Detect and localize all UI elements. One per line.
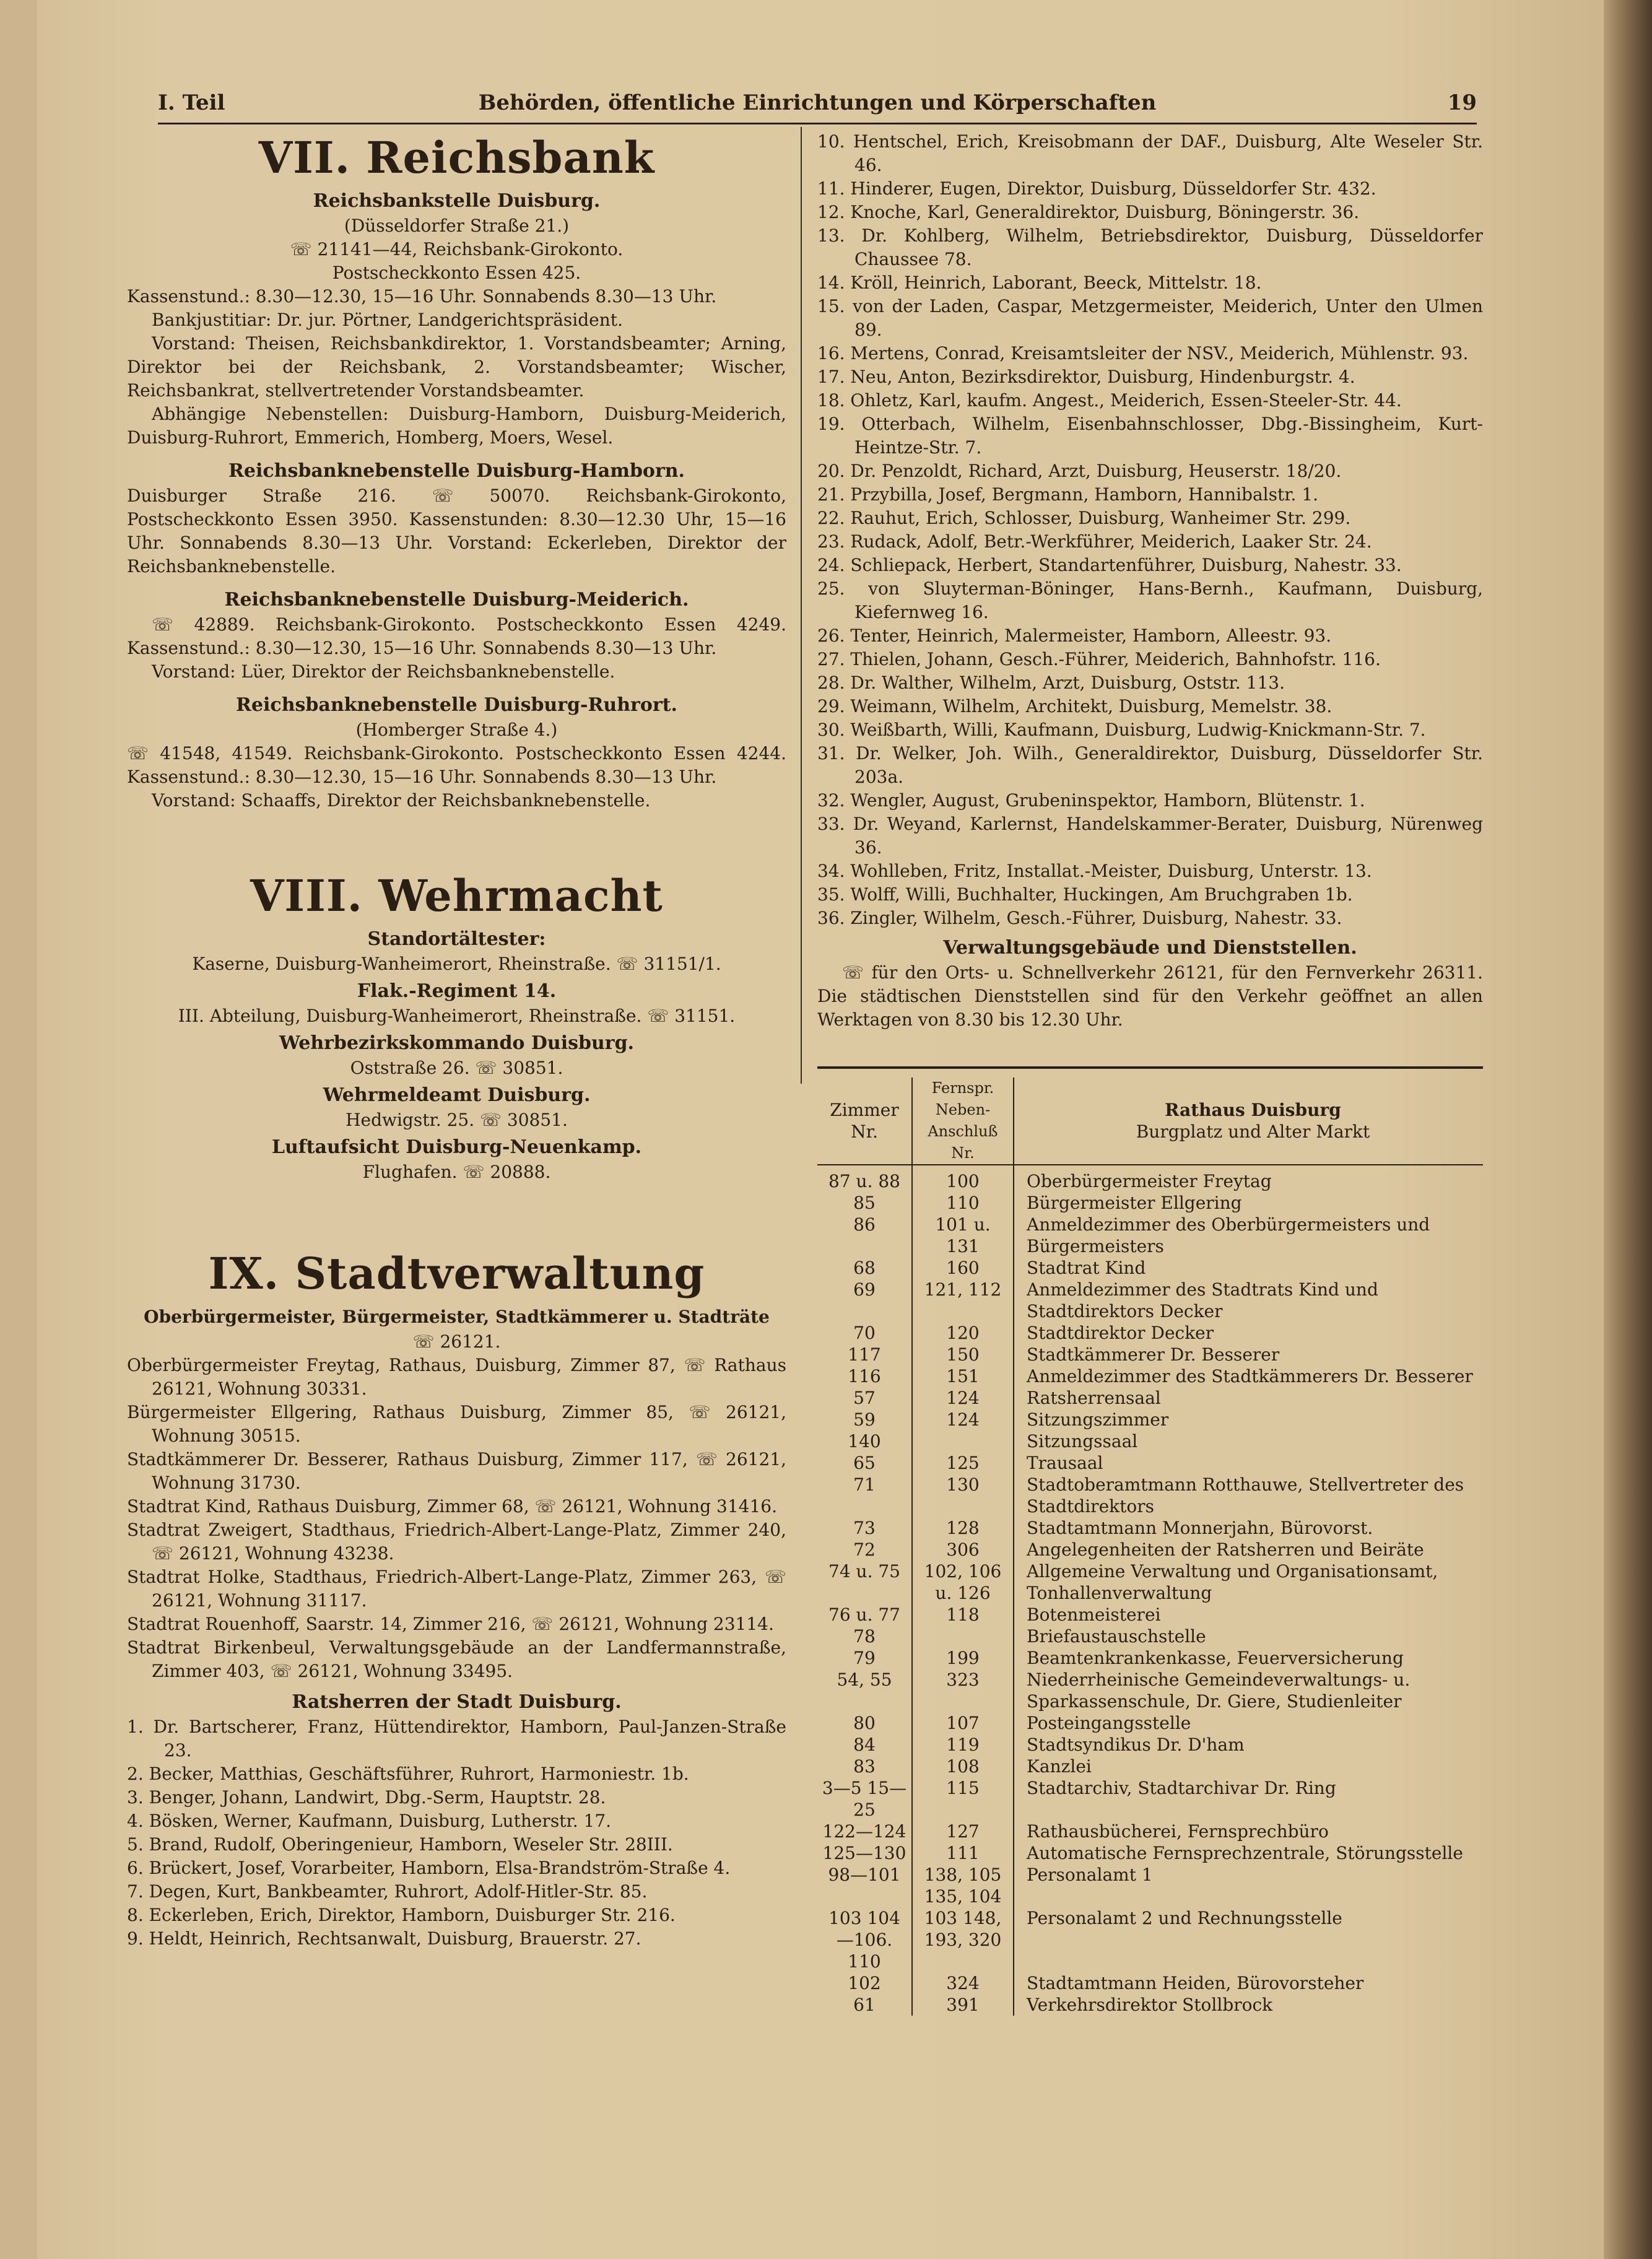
extension-number: 121, 112 bbox=[912, 1279, 1014, 1322]
official-entry: Stadtrat Zweigert, Stadthaus, Friedrich-Albert-Lange-Platz, Zimmer 240, ☏ 26121, Wohnung 43238. bbox=[127, 1520, 786, 1564]
extension-number: 111 bbox=[912, 1842, 1014, 1864]
table-row bbox=[817, 1712, 1483, 1734]
extension-number: 127 bbox=[912, 1821, 1014, 1842]
ratsherr-entry: 27. Thielen, Johann, Gesch.-Führer, Meiderich, Bahnhofstr. 116. bbox=[817, 649, 1381, 669]
column-header-room: Zimmer Nr. bbox=[817, 1077, 912, 1165]
extension-number: 101 u. 131 bbox=[912, 1214, 1014, 1257]
official-entry: Stadtkämmerer Dr. Besserer, Rathaus Duisburg, Zimmer 117, ☏ 26121, Wohnung 31730. bbox=[127, 1449, 786, 1493]
table-row bbox=[817, 1756, 1483, 1777]
extension-number: 124 bbox=[912, 1387, 1014, 1409]
section-title-wehrmacht: VIII. Wehrmacht bbox=[250, 870, 663, 921]
table-row bbox=[817, 1994, 1483, 2016]
paragraph: Vorstand: Schaaffs, Direktor der Reichsbanknebenstelle. bbox=[152, 790, 651, 811]
ratsherr-entry: 12. Knoche, Karl, Generaldirektor, Duisburg, Böningerstr. 36. bbox=[817, 202, 1360, 222]
extension-number: 128 bbox=[912, 1517, 1014, 1539]
table-row bbox=[817, 1365, 1483, 1387]
extension-number: 199 bbox=[912, 1647, 1014, 1669]
address: (Homberger Straße 4.) bbox=[355, 720, 558, 740]
heading-verwaltung: Verwaltungsgebäude und Dienststellen. bbox=[943, 937, 1357, 959]
room-number: 84 bbox=[817, 1734, 912, 1756]
subheading-phone: ☏ 26121. bbox=[412, 1331, 501, 1352]
column-divider bbox=[801, 127, 802, 1084]
table-row bbox=[817, 1907, 1483, 1972]
ratsherr-entry: 11. Hinderer, Eugen, Direktor, Duisburg, Düsseldorfer Str. 432. bbox=[817, 178, 1376, 199]
column-header-extension: Fernspr. Neben-Anschluß Nr. bbox=[912, 1077, 1014, 1165]
room-number: 125—130 bbox=[817, 1842, 912, 1864]
table-header-row bbox=[817, 1077, 1483, 1165]
official-entry: Stadtrat Rouenhoff, Saarstr. 14, Zimmer 216, ☏ 26121, Wohnung 23114. bbox=[127, 1614, 774, 1634]
official-entry: Stadtrat Holke, Stadthaus, Friedrich-Albert-Lange-Platz, Zimmer 263, ☏ 26121, Wohnung 31117. bbox=[127, 1567, 786, 1611]
table-row bbox=[817, 1517, 1483, 1539]
office-description: Bürgermeister Ellgering bbox=[1027, 1193, 1242, 1213]
room-number: 83 bbox=[817, 1756, 912, 1777]
table-row bbox=[817, 1322, 1483, 1344]
extension-number: 108 bbox=[912, 1756, 1014, 1777]
extension-number: 107 bbox=[912, 1712, 1014, 1734]
office-description: Rathausbücherei, Fernsprechbüro bbox=[1027, 1821, 1329, 1842]
table-row bbox=[817, 1821, 1483, 1842]
left-column bbox=[127, 130, 786, 1951]
room-number: 80 bbox=[817, 1712, 912, 1734]
room-number: 3—5 15—25 bbox=[817, 1777, 912, 1821]
office-description: Botenmeisterei bbox=[1027, 1604, 1161, 1625]
office-description: Oberbürgermeister Freytag bbox=[1027, 1171, 1272, 1191]
extension-number: 124 bbox=[912, 1409, 1014, 1430]
room-number: 102 bbox=[817, 1972, 912, 1994]
room-number: 61 bbox=[817, 1994, 912, 2016]
table-row bbox=[817, 1734, 1483, 1756]
table-row bbox=[817, 1474, 1483, 1517]
paragraph: ☏ 41548, 41549. Reichsbank-Girokonto. Postscheckkonto Essen 4244. Kassenstund.: 8.30—12.30, 15—16 Uhr. Sonnabends 8.30—13 Uhr. bbox=[127, 743, 786, 787]
table-row bbox=[817, 1669, 1483, 1712]
ratsherr-entry: 36. Zingler, Wilhelm, Gesch.-Führer, Duisburg, Nahestr. 33. bbox=[817, 908, 1342, 928]
official-entry: Oberbürgermeister Freytag, Rathaus, Duisburg, Zimmer 87, ☏ Rathaus 26121, Wohnung 30331. bbox=[127, 1355, 786, 1399]
rathaus-table bbox=[817, 1077, 1483, 2016]
ratsherr-entry: 32. Wengler, August, Grubeninspektor, Hamborn, Blütenstr. 1. bbox=[817, 790, 1365, 811]
heading: Standortältester: bbox=[367, 928, 546, 950]
right-column bbox=[817, 130, 1483, 1032]
room-number: 140 bbox=[817, 1430, 912, 1452]
office-description: Personalamt 2 und Rechnungsstelle bbox=[1027, 1908, 1342, 1928]
ratsherr-entry: 10. Hentschel, Erich, Kreisobmann der DAF., Duisburg, Alte Weseler Str. 46. bbox=[817, 131, 1483, 175]
office-description: Automatische Fernsprechzentrale, Störungsstelle bbox=[1027, 1843, 1463, 1863]
room-number: 98—101 bbox=[817, 1864, 912, 1907]
room-number: 65 bbox=[817, 1452, 912, 1474]
paragraph: ☏ 42889. Reichsbank-Girokonto. Postscheckkonto Essen 4249. Kassenstund.: 8.30—12.30, 15—16 Uhr. Sonnabends 8.30—13 Uhr. bbox=[127, 614, 786, 658]
table-subtitle: Burgplatz und Alter Markt bbox=[1136, 1121, 1370, 1142]
heading-hamborn: Reichsbanknebenstelle Duisburg-Hamborn. bbox=[228, 460, 685, 482]
room-number: 59 bbox=[817, 1409, 912, 1430]
heading: Flak.-Regiment 14. bbox=[357, 980, 557, 1002]
ratsherr-entry: 7. Degen, Kurt, Bankbeamter, Ruhrort, Adolf-Hitler-Str. 85. bbox=[127, 1881, 648, 1902]
heading: Luftaufsicht Duisburg-Neuenkamp. bbox=[271, 1136, 642, 1158]
extension-number: 151 bbox=[912, 1365, 1014, 1387]
office-description: Trausaal bbox=[1027, 1453, 1103, 1473]
ratsherr-entry: 19. Otterbach, Wilhelm, Eisenbahnschlosser, Dbg.-Bissingheim, Kurt-Heintze-Str. 7. bbox=[817, 414, 1483, 458]
extension-number: 130 bbox=[912, 1474, 1014, 1517]
table-row bbox=[817, 1452, 1483, 1474]
ratsherr-entry: 2. Becker, Matthias, Geschäftsführer, Ruhrort, Harmoniestr. 1b. bbox=[127, 1764, 689, 1784]
room-number: 117 bbox=[817, 1344, 912, 1365]
ratsherr-entry: 30. Weißbarth, Willi, Kaufmann, Duisburg, Ludwig-Knickmann-Str. 7. bbox=[817, 720, 1426, 740]
heading-ratsherren: Ratsherren der Stadt Duisburg. bbox=[292, 1691, 622, 1713]
room-number: 78 bbox=[817, 1626, 912, 1647]
ratsherr-entry: 28. Dr. Walther, Wilhelm, Arzt, Duisburg, Oststr. 113. bbox=[817, 672, 1285, 693]
ratsherr-entry: 8. Eckerleben, Erich, Direktor, Hamborn, Duisburger Str. 216. bbox=[127, 1905, 676, 1925]
table-row bbox=[817, 1972, 1483, 1994]
heading-ruhrort: Reichsbanknebenstelle Duisburg-Ruhrort. bbox=[236, 694, 677, 716]
room-number: 70 bbox=[817, 1322, 912, 1344]
official-entry: Stadtrat Kind, Rathaus Duisburg, Zimmer 68, ☏ 26121, Wohnung 31416. bbox=[127, 1496, 777, 1517]
ratsherr-entry: 25. von Sluyterman-Böninger, Hans-Bernh., Kaufmann, Duisburg, Kiefernweg 16. bbox=[817, 578, 1483, 622]
extension-number: 119 bbox=[912, 1734, 1014, 1756]
room-number: 79 bbox=[817, 1647, 912, 1669]
office-description: Stadtrat Kind bbox=[1027, 1258, 1146, 1278]
extension-number: 391 bbox=[912, 1994, 1014, 2016]
table-row bbox=[817, 1165, 1483, 1192]
table-title: Rathaus Duisburg bbox=[1165, 1100, 1341, 1120]
paragraph: Duisburger Straße 216. ☏ 50070. Reichsbank-Girokonto, Postscheckkonto Essen 3950. Kassenstunden: 8.30—12.30 Uhr, 15—16 Uhr. Sonnabends 8.30—13 Uhr. Vorstand: Eckerleben, Direktor der Reichsbanknebenstelle. bbox=[127, 485, 786, 577]
address: (Düsseldorfer Straße 21.) bbox=[344, 215, 570, 236]
ratsherr-entry: 9. Heldt, Heinrich, Rechtsanwalt, Duisburg, Brauerstr. 27. bbox=[127, 1928, 641, 1949]
office-description: Niederrheinische Gemeindeverwaltungs- u. Sparkassenschule, Dr. Giere, Studienleiter bbox=[1027, 1669, 1411, 1712]
extension-number bbox=[912, 1626, 1014, 1647]
ratsherr-entry: 23. Rudack, Adolf, Betr.-Werkführer, Meiderich, Laaker Str. 24. bbox=[817, 531, 1372, 552]
extension-number: 160 bbox=[912, 1257, 1014, 1279]
table-row bbox=[817, 1777, 1483, 1821]
room-number: 54, 55 bbox=[817, 1669, 912, 1712]
office-description: Verkehrsdirektor Stollbrock bbox=[1027, 1995, 1273, 2015]
room-number: 73 bbox=[817, 1517, 912, 1539]
page-number: 19 bbox=[1447, 90, 1477, 115]
entry: III. Abteilung, Duisburg-Wanheimerort, Rheinstraße. ☏ 31151. bbox=[178, 1006, 736, 1026]
table-row bbox=[817, 1604, 1483, 1626]
table-title-cell bbox=[1014, 1077, 1483, 1165]
office-description: Stadtamtmann Heiden, Bürovorsteher bbox=[1027, 1973, 1364, 1993]
ratsherr-entry: 4. Bösken, Werner, Kaufmann, Duisburg, Lutherstr. 17. bbox=[127, 1811, 612, 1831]
extension-number: 100 bbox=[912, 1165, 1014, 1192]
paragraph: Abhängige Nebenstellen: Duisburg-Hamborn, Duisburg-Meiderich, Duisburg-Ruhrort, Emmerich, Homberg, Moers, Wesel. bbox=[127, 404, 786, 448]
extension-number bbox=[912, 1430, 1014, 1452]
room-number: 87 u. 88 bbox=[817, 1165, 912, 1192]
paragraph: Bankjustitiar: Dr. jur. Pörtner, Landgerichtspräsident. bbox=[152, 310, 623, 330]
ratsherr-entry: 3. Benger, Johann, Landwirt, Dbg.-Serm, Hauptstr. 28. bbox=[127, 1787, 606, 1808]
office-description: Briefaustauschstelle bbox=[1027, 1626, 1206, 1647]
extension-number: 125 bbox=[912, 1452, 1014, 1474]
ratsherr-entry: 16. Mertens, Conrad, Kreisamtsleiter der NSV., Meiderich, Mühlenstr. 93. bbox=[817, 343, 1469, 363]
office-description: Sitzungszimmer bbox=[1027, 1409, 1169, 1430]
paragraph: Kassenstund.: 8.30—12.30, 15—16 Uhr. Sonnabends 8.30—13 Uhr. bbox=[127, 286, 717, 307]
paragraph: Vorstand: Lüer, Direktor der Reichsbanknebenstelle. bbox=[152, 661, 615, 682]
ratsherr-entry: 5. Brand, Rudolf, Oberingenieur, Hamborn, Weseler Str. 28III. bbox=[127, 1834, 673, 1855]
room-number: 72 bbox=[817, 1539, 912, 1560]
room-number: 71 bbox=[817, 1474, 912, 1517]
official-entry: Bürgermeister Ellgering, Rathaus Duisburg, Zimmer 85, ☏ 26121, Wohnung 30515. bbox=[127, 1402, 786, 1446]
table-row bbox=[817, 1560, 1483, 1604]
heading-meiderich: Reichsbanknebenstelle Duisburg-Meiderich. bbox=[224, 589, 689, 611]
header-part: I. Teil bbox=[158, 90, 225, 115]
room-number: 74 u. 75 bbox=[817, 1560, 912, 1604]
ratsherr-entry: 33. Dr. Weyand, Karlernst, Handelskammer-Berater, Duisburg, Nürenweg 36. bbox=[817, 814, 1483, 858]
ratsherr-entry: 20. Dr. Penzoldt, Richard, Arzt, Duisburg, Heuserstr. 18/20. bbox=[817, 461, 1342, 481]
office-description: Stadtdirektor Decker bbox=[1027, 1323, 1214, 1343]
ratsherr-entry: 6. Brückert, Josef, Vorarbeiter, Hamborn, Elsa-Brandström-Straße 4. bbox=[127, 1858, 731, 1878]
ratsherr-entry: 13. Dr. Kohlberg, Wilhelm, Betriebsdirektor, Duisburg, Düsseldorfer Chaussee 78. bbox=[817, 225, 1483, 269]
office-description: Stadtsyndikus Dr. D'ham bbox=[1027, 1735, 1245, 1755]
table-row bbox=[817, 1214, 1483, 1257]
ratsherr-entry: 14. Kröll, Heinrich, Laborant, Beeck, Mittelstr. 18. bbox=[817, 272, 1262, 293]
office-description: Sitzungssaal bbox=[1027, 1431, 1138, 1452]
paragraph: Vorstand: Theisen, Reichsbankdirektor, 1. Vorstandsbeamter; Arning, Direktor bei der Reichsbank, 2. Vorstandsbeamter; Wischer, Reichsbankrat, stellvertretender Vorstandsbeamter. bbox=[127, 333, 786, 401]
table-row bbox=[817, 1864, 1483, 1907]
room-number: 103 104—106. 110 bbox=[817, 1907, 912, 1972]
subheading: Oberbürgermeister, Bürgermeister, Stadtkämmerer u. Stadträte bbox=[144, 1307, 770, 1327]
ratsherr-entry: 24. Schliepack, Herbert, Standartenführer, Duisburg, Nahestr. 33. bbox=[817, 555, 1402, 575]
office-description: Stadtoberamtmann Rotthauwe, Stellvertreter des Stadtdirektors bbox=[1027, 1474, 1464, 1517]
extension-number: 306 bbox=[912, 1539, 1014, 1560]
extension-number: 118 bbox=[912, 1604, 1014, 1626]
ratsherr-entry: 17. Neu, Anton, Bezirksdirektor, Duisburg, Hindenburgstr. 4. bbox=[817, 367, 1355, 387]
phone: ☏ 21141—44, Reichsbank-Girokonto. bbox=[290, 239, 624, 259]
paragraph: ☏ für den Orts- u. Schnellverkehr 26121, für den Fernverkehr 26311. Die städtischen Dienststellen sind für den Verkehr geöffnet an allen Werktagen von 8.30 bis 12.30 Uhr. bbox=[817, 962, 1483, 1030]
table-row bbox=[817, 1430, 1483, 1452]
table-row bbox=[817, 1409, 1483, 1430]
office-description: Anmeldezimmer des Stadtkämmerers Dr. Besserer bbox=[1027, 1366, 1473, 1386]
office-description: Personalamt 1 bbox=[1027, 1865, 1153, 1885]
official-entry: Stadtrat Birkenbeul, Verwaltungsgebäude an der Landfermannstraße, Zimmer 403, ☏ 26121, Wohnung 33495. bbox=[127, 1637, 786, 1681]
extension-number: 120 bbox=[912, 1322, 1014, 1344]
ratsherr-entry: 31. Dr. Welker, Joh. Wilh., Generaldirektor, Duisburg, Düsseldorfer Str. 203a. bbox=[817, 743, 1483, 787]
room-number: 116 bbox=[817, 1365, 912, 1387]
entry: Flughafen. ☏ 20888. bbox=[362, 1162, 551, 1182]
room-number: 68 bbox=[817, 1257, 912, 1279]
office-description: Anmeldezimmer des Stadtrats Kind und Stadtdirektors Decker bbox=[1027, 1279, 1378, 1321]
table-row bbox=[817, 1257, 1483, 1279]
ratsherr-entry: 15. von der Laden, Caspar, Metzgermeister, Meiderich, Unter den Ulmen 89. bbox=[817, 296, 1483, 340]
page-header bbox=[158, 85, 1477, 124]
ratsherr-entry: 21. Przybilla, Josef, Bergmann, Hamborn, Hannibalstr. 1. bbox=[817, 484, 1319, 505]
office-description: Stadtarchiv, Stadtarchivar Dr. Ring bbox=[1027, 1778, 1336, 1798]
extension-number: 138, 105 135, 104 bbox=[912, 1864, 1014, 1907]
table-row bbox=[817, 1647, 1483, 1669]
extension-number: 323 bbox=[912, 1669, 1014, 1712]
heading: Wehrbezirkskommando Duisburg. bbox=[279, 1032, 635, 1054]
room-number: 85 bbox=[817, 1192, 912, 1214]
office-description: Anmeldezimmer des Oberbürgermeisters und Bürgermeisters bbox=[1027, 1214, 1430, 1256]
table-row bbox=[817, 1626, 1483, 1647]
office-description: Angelegenheiten der Ratsherren und Beiräte bbox=[1027, 1539, 1424, 1560]
table-row bbox=[817, 1842, 1483, 1864]
extension-number: 150 bbox=[912, 1344, 1014, 1365]
office-description: Kanzlei bbox=[1027, 1756, 1092, 1777]
table-row bbox=[817, 1387, 1483, 1409]
office-description: Stadtamtmann Monnerjahn, Bürovorst. bbox=[1027, 1518, 1373, 1538]
ratsherr-entry: 18. Ohletz, Karl, kaufm. Angest., Meiderich, Essen-Steeler-Str. 44. bbox=[817, 390, 1402, 411]
ratsherr-entry: 26. Tenter, Heinrich, Malermeister, Hamborn, Alleestr. 93. bbox=[817, 625, 1332, 646]
postscheck: Postscheckkonto Essen 425. bbox=[332, 263, 581, 283]
office-description: Posteingangsstelle bbox=[1027, 1713, 1191, 1733]
office-description: Ratsherrensaal bbox=[1027, 1388, 1161, 1408]
ratsherr-entry: 34. Wohlleben, Fritz, Installat.-Meister, Duisburg, Unterstr. 13. bbox=[817, 861, 1372, 881]
heading-reichsbank-duisburg: Reichsbankstelle Duisburg. bbox=[313, 190, 601, 212]
room-number: 69 bbox=[817, 1279, 912, 1322]
room-number: 86 bbox=[817, 1214, 912, 1257]
extension-number: 102, 106 u. 126 bbox=[912, 1560, 1014, 1604]
table-body bbox=[817, 1165, 1483, 2016]
section-title-reichsbank: VII. Reichsbank bbox=[258, 132, 655, 183]
table-row bbox=[817, 1539, 1483, 1560]
office-description: Stadtkämmerer Dr. Besserer bbox=[1027, 1344, 1280, 1365]
table-row bbox=[817, 1344, 1483, 1365]
room-number: 122—124 bbox=[817, 1821, 912, 1842]
extension-number: 324 bbox=[912, 1972, 1014, 1994]
room-number: 76 u. 77 bbox=[817, 1604, 912, 1626]
section-title-stadtverwaltung: IX. Stadtverwaltung bbox=[208, 1248, 705, 1299]
ratsherr-entry: 29. Weimann, Wilhelm, Architekt, Duisburg, Memelstr. 38. bbox=[817, 696, 1332, 716]
room-number: 57 bbox=[817, 1387, 912, 1409]
office-description: Allgemeine Verwaltung und Organisationsamt, Tonhallenverwaltung bbox=[1027, 1561, 1438, 1603]
ratsherr-entry: 1. Dr. Bartscherer, Franz, Hüttendirektor, Hamborn, Paul-Janzen-Straße 23. bbox=[127, 1717, 786, 1761]
office-description: Beamtenkrankenkasse, Feuerversicherung bbox=[1027, 1648, 1404, 1668]
book-spine bbox=[1604, 0, 1652, 2259]
header-title: Behörden, öffentliche Einrichtungen und Körperschaften bbox=[478, 90, 1157, 115]
entry: Hedwigstr. 25. ☏ 30851. bbox=[346, 1110, 568, 1130]
table-row bbox=[817, 1279, 1483, 1322]
extension-number: 110 bbox=[912, 1192, 1014, 1214]
extension-number: 103 148, 193, 320 bbox=[912, 1907, 1014, 1972]
entry: Oststraße 26. ☏ 30851. bbox=[350, 1058, 563, 1078]
ratsherr-entry: 22. Rauhut, Erich, Schlosser, Duisburg, Wanheimer Str. 299. bbox=[817, 508, 1351, 528]
table-row bbox=[817, 1192, 1483, 1214]
ratsherr-entry: 35. Wolff, Willi, Buchhalter, Huckingen, Am Bruchgraben 1b. bbox=[817, 884, 1353, 905]
entry: Kaserne, Duisburg-Wanheimerort, Rheinstraße. ☏ 31151/1. bbox=[192, 954, 721, 974]
table-top-rule bbox=[817, 1066, 1483, 1069]
heading: Wehrmeldeamt Duisburg. bbox=[323, 1084, 591, 1106]
extension-number: 115 bbox=[912, 1777, 1014, 1821]
